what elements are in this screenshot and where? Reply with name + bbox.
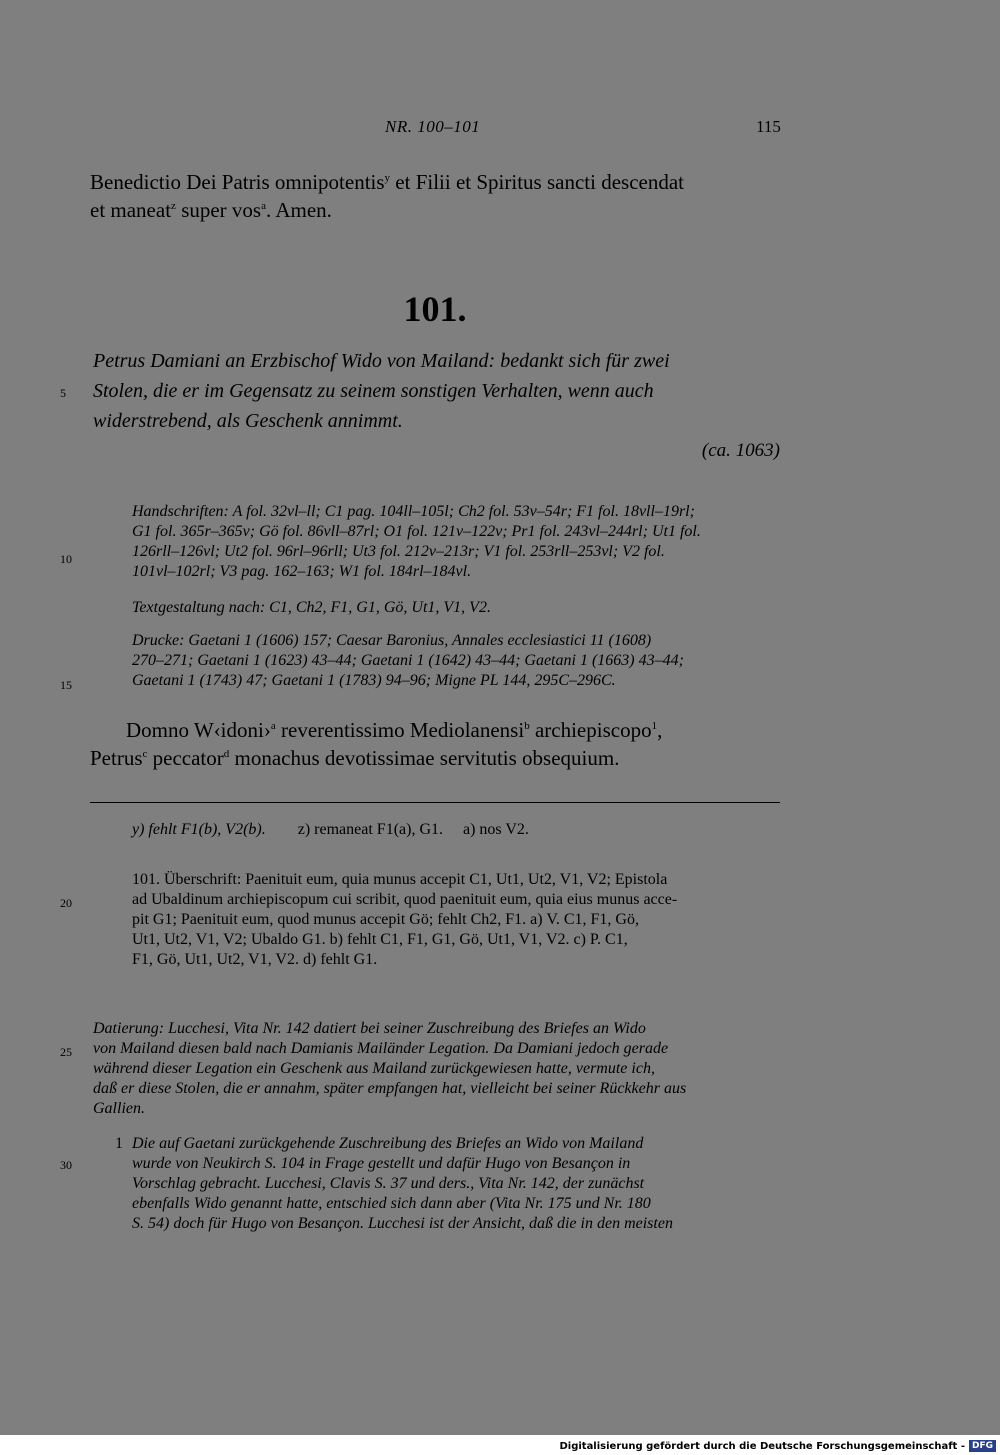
line-number: 30 <box>60 1158 72 1172</box>
prints-list: Drucke: Gaetani 1 (1606) 157; Caesar Baronius, Annales ecclesiastici 11 (1608) 270–271; Gaetani 1 (1623) 43–44; Gaetani 1 (1642) 43–44; Gaetani 1 (1663) 43–44; Gaetani 1 (1743) 47; Gaetani 1 (1783) 94–96; Migne PL 144, 295C–296C. <box>132 632 684 689</box>
dfg-logo-icon: DFG <box>969 1440 996 1452</box>
running-header: NR. 100–101 <box>385 117 481 136</box>
salutation: Domno W‹idoni›$^a$ reverentissimo Mediolanensi$^b$ archiepiscopo$^1$, Petrus$^c$ peccator$^d$ monachus devotissimae servitutis obsequium. <box>90 718 663 770</box>
line-number: 10 <box>60 552 72 566</box>
line-number: 15 <box>60 678 72 692</box>
dating-commentary: Datierung: Lucchesi, Vita Nr. 142 datiert bei seiner Zuschreibung des Briefes an Wido von Mailand diesen bald nach Damianis Mailänder Legation. Da Damiani jedoch gerade während dieser Legation ein Geschenk aus Mailand zurückgewiesen hatte, vermute ich, daß er diese Stolen, die er annahm, später empfangen hat, vielleicht bei seiner Rückkehr aus Gallien. <box>93 1020 687 1117</box>
closing-paragraph: Benedictio Dei Patris omnipotentis$^y$ et Filii et Spiritus sancti descendat et maneat$^z$ super vos$^a$. Amen. <box>90 170 684 222</box>
footer-credit <box>559 1440 996 1452</box>
manuscripts-list: Handschriften: A fol. 32vl–ll; C1 pag. 104ll–105l; Ch2 fol. 53v–54r; F1 fol. 18vll–19rl; G1 fol. 365r–365v; Gö fol. 86vll–87rl; O1 fol. 121v–122v; Pr1 fol. 243vl–244rl; Ut1 fol. 126rll–126vl; Ut2 fol. 96rl–96rll; Ut3 fol. 212v–213r; V1 fol. 253rll–253vl; V2 fol. 101vl–102rl; V3 pag. 162–163; W1 fol. 184rl–184vl. <box>132 503 701 580</box>
line-number: 25 <box>60 1045 72 1059</box>
regest: Petrus Damiani an Erzbischof Wido von Mailand: bedankt sich für zwei Stolen, die er im Gegensatz zu seinem sonstigen Verhalten, wenn auch widerstrebend, als Geschenk annimmt. <box>93 350 670 432</box>
footnote-number: 1 <box>115 1135 123 1152</box>
apparatus-previous: y) fehlt F1(b), V2(b). z) remaneat F1(a), G1. a) nos V2. <box>132 821 529 838</box>
textgestaltung: Textgestaltung nach: C1, Ch2, F1, G1, Gö, Ut1, V1, V2. <box>132 599 491 616</box>
footer-text: Digitalisierung gefördert durch die Deutsche Forschungsgemeinschaft - <box>559 1440 965 1452</box>
line-number: 20 <box>60 896 72 910</box>
document-number: 101. <box>403 289 467 329</box>
apparatus-101: 101. Überschrift: Paenituit eum, quia munus accepit C1, Ut1, Ut2, V1, V2; Epistola ad Ubaldinum archiepiscopum cui scribit, quod paenituit eum, quia eius munus acce- pit G1; Paenituit eum, quod munus accepit Gö; fehlt Ch2, F1. a) V. C1, F1, Gö, Ut1, Ut2, V1, V2; Ubaldo G1. b) fehlt C1, F1, G1, Gö, Ut1, V1, V2. c) P. C1, F1, Gö, Ut1, Ut2, V1, V2. d) fehlt G1. <box>132 871 678 968</box>
line-number: 5 <box>60 386 66 400</box>
footnote-rule <box>90 802 780 803</box>
footnote-1: Die auf Gaetani zurückgehende Zuschreibung des Briefes an Wido von Mailand wurde von Neukirch S. 104 in Frage gestellt und dafür Hugo von Besançon in Vorschlag gebracht. Lucchesi, Clavis S. 37 und ders., Vita Nr. 142, der zunächst ebenfalls Wido genannt hatte, entschied sich dann aber (Vita Nr. 175 und Nr. 180 S. 54) doch für Hugo von Besançon. Lucchesi ist der Ansicht, daß die in den meisten <box>132 1135 673 1232</box>
page-number: 115 <box>756 117 781 136</box>
date: (ca. 1063) <box>701 440 780 461</box>
